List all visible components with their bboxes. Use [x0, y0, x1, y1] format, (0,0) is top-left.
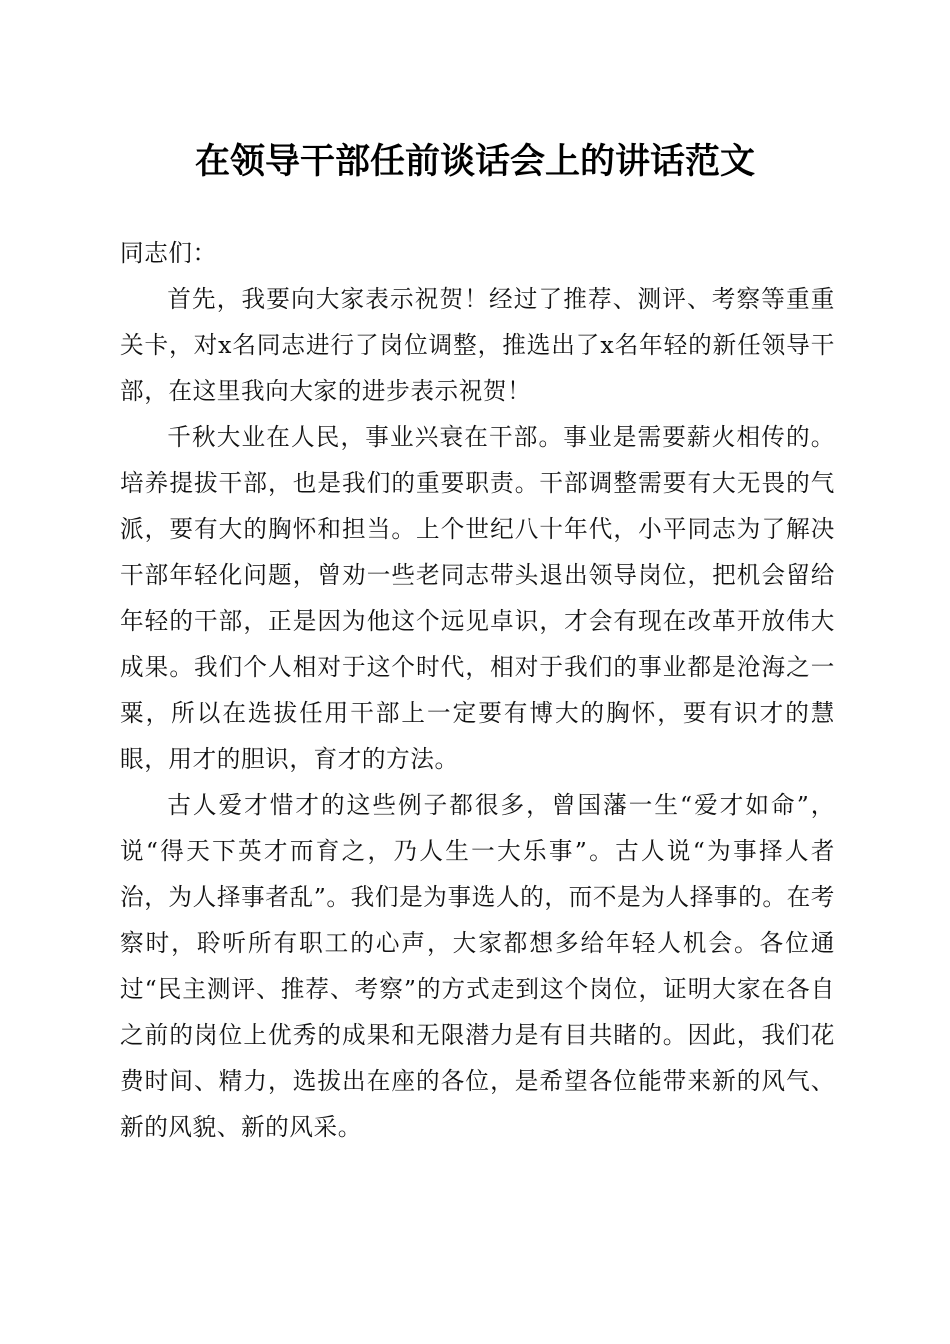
paragraph: 千秋大业在人民，事业兴衰在干部。事业是需要薪火相传的。培养提拔干部，也是我们的重要职责。干部调整需要有大无畏的气派，要有大的胸怀和担当。上个世纪八十年代，小平同志为了解决干部年轻化问题，曾劝一些老同志带头退出领导岗位，把机会留给年轻的干部，正是因为他这个远见卓识，才会有现在改革开放伟大成果。我们个人相对于这个时代，相对于我们的事业都是沧海之一粟，所以在选拔任用干部上一定要有博大的胸怀，要有识才的慧眼，用才的胆识，育才的方法。	[120, 423, 835, 773]
paragraph: 古人爱才惜才的这些例子都很多，曾国藩一生“爱才如命”，说“得天下英才而育之，乃人生一大乐事”。古人说“为事择人者治，为人择事者乱”。我们是为事选人的，而不是为人择事的。在考察时，聆听所有职工的心声，大家都想多给年轻人机会。各位通过“民主测评、推荐、考察”的方式走到这个岗位，证明大家在各自之前的岗位上优秀的成果和无限潜力是有目共睹的。因此，我们花费时间、精力，选拔出在座的各位，是希望各位能带来新的风气、新的风貌、新的风采。	[120, 791, 835, 1141]
salutation: 同志们：	[120, 239, 217, 267]
document-title: 在领导干部任前谈话会上的讲话范文	[194, 141, 755, 182]
document-body	[120, 230, 835, 1150]
paragraph: 首先，我要向大家表示祝贺！经过了推荐、测评、考察等重重关卡，对x名同志进行了岗位调整，推选出了x名年轻的新任领导干部，在这里我向大家的进步表示祝贺！	[120, 285, 835, 405]
